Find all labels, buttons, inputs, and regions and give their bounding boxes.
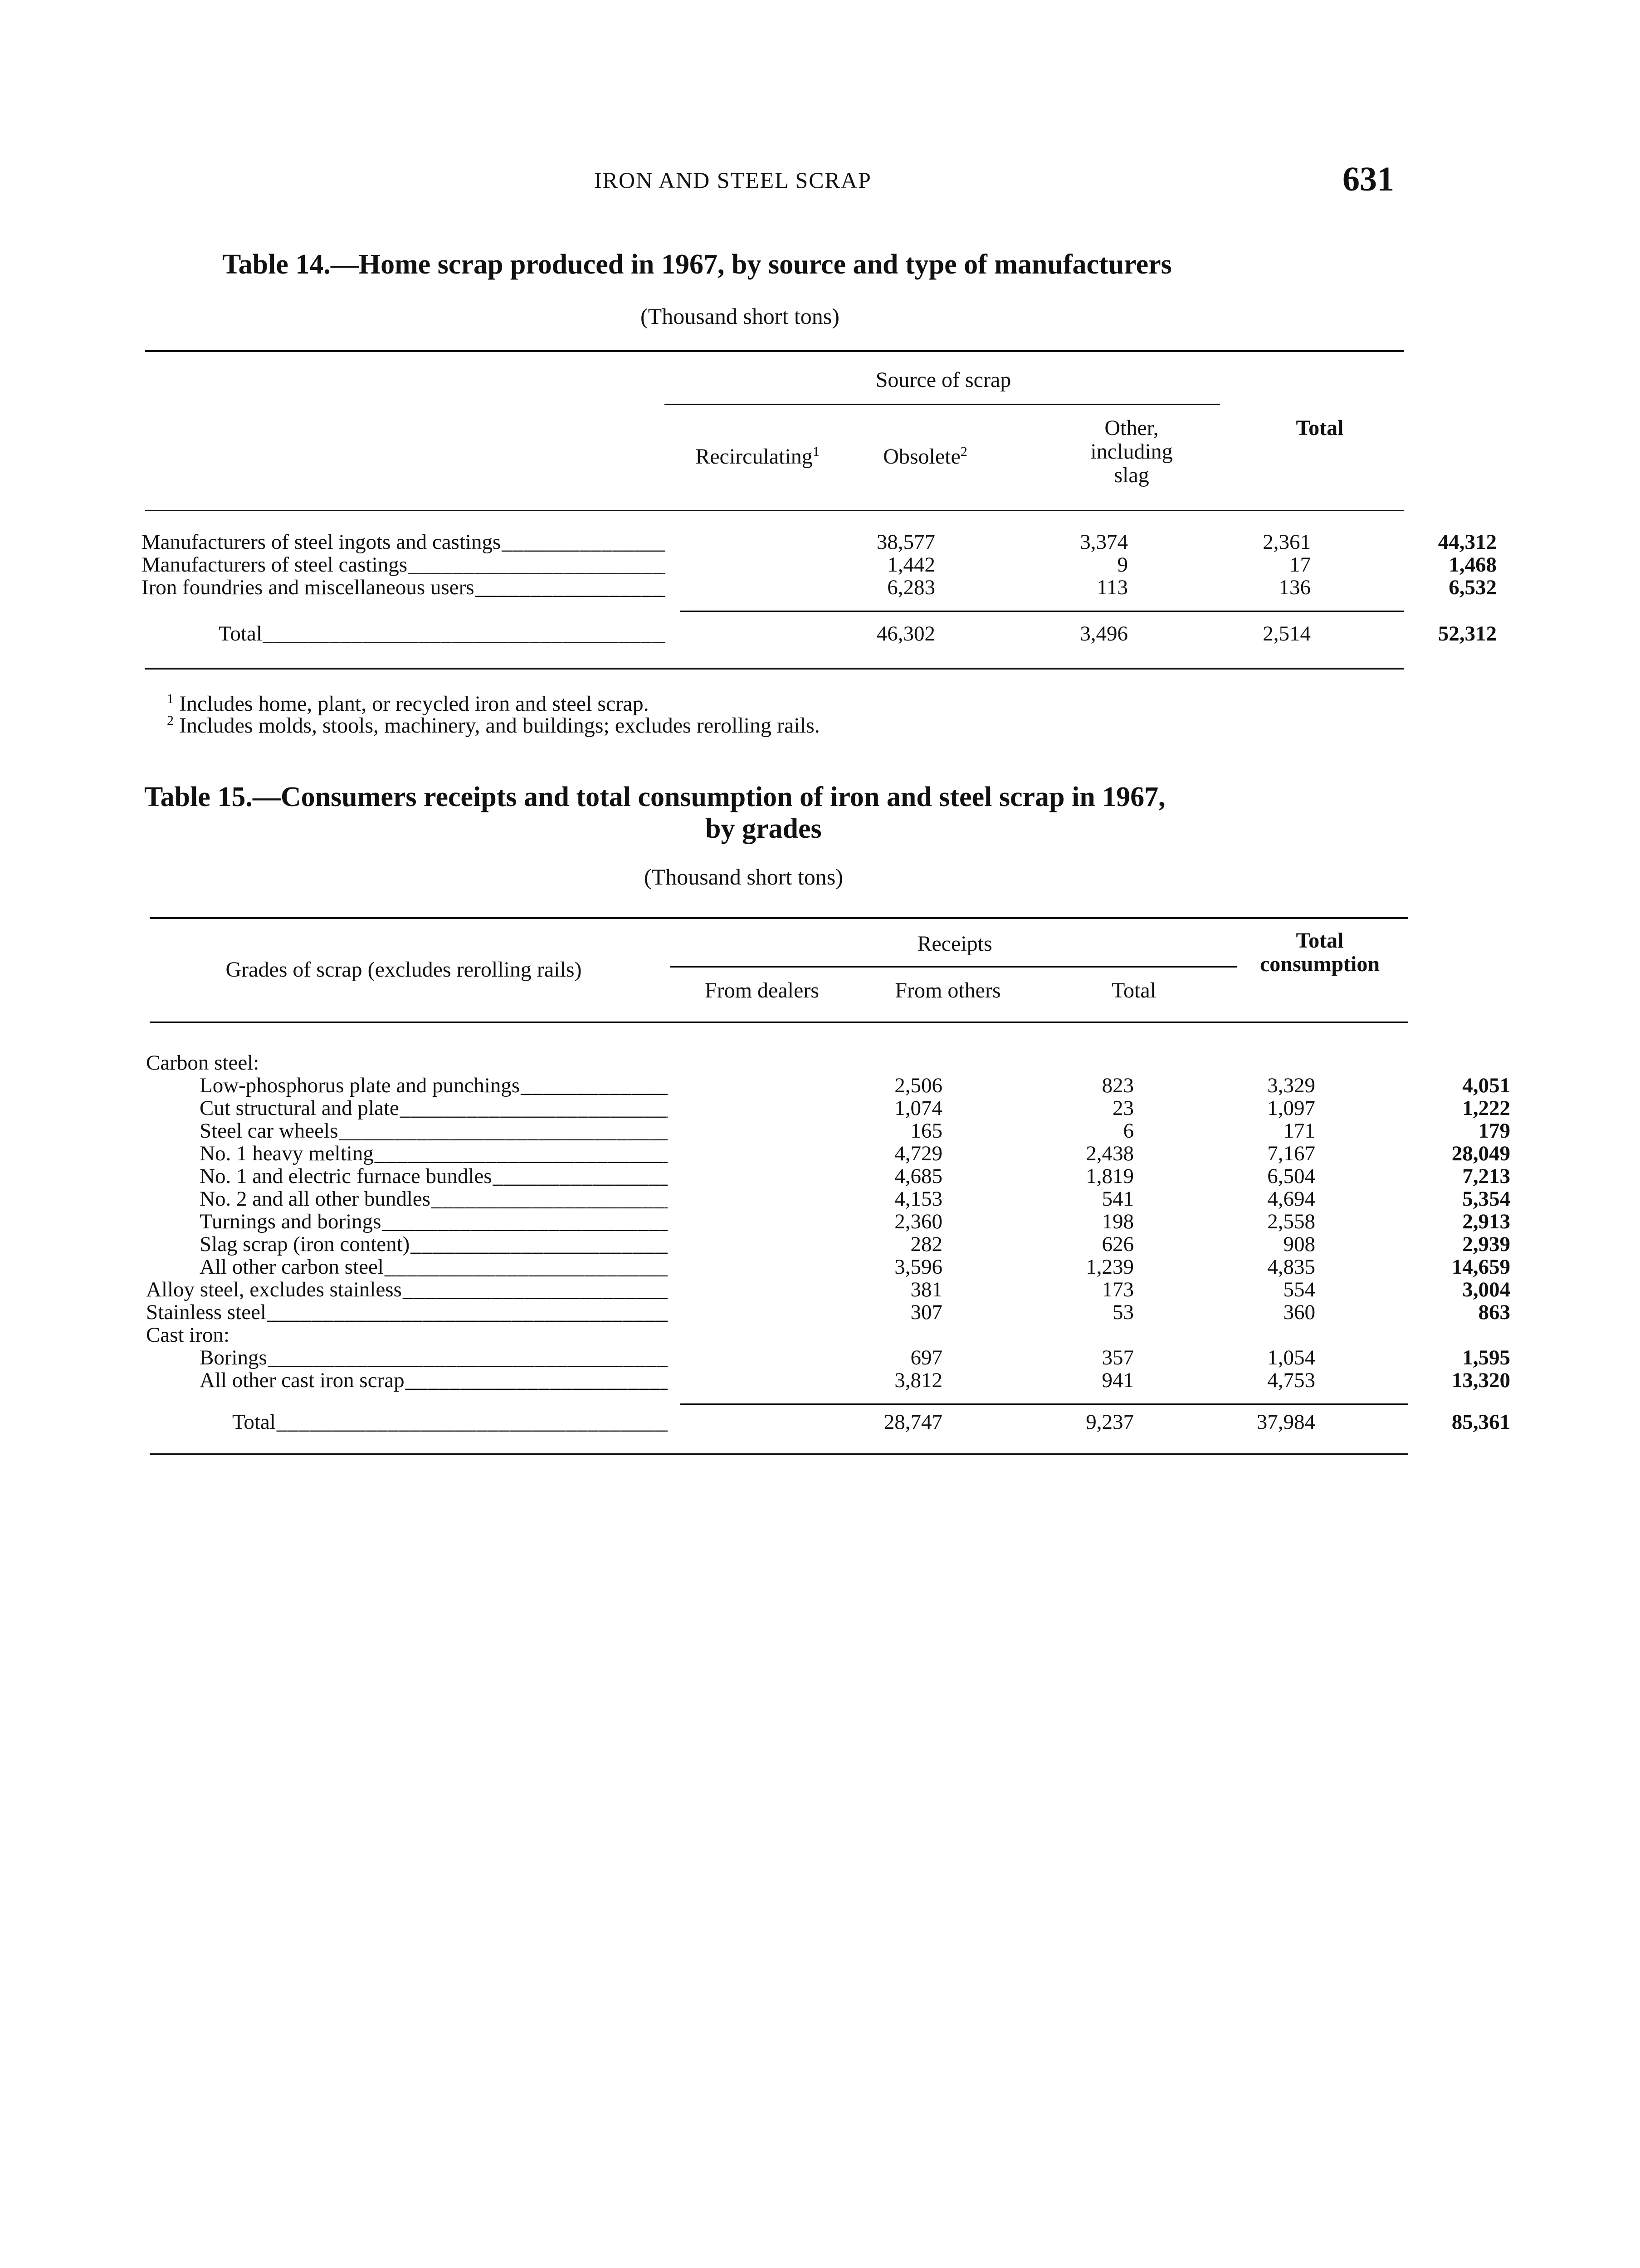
table-row: Alloy steel, excludes stainless _____ 381 173 554 3,004 [146, 1278, 1411, 1301]
table14-footnote-2: $^2$ Includes molds, stools, machinery, and buildings; excludes rerolling rails. [167, 713, 820, 738]
table-row: Low-phosphorus plate and punchings _____ 2,506 823 3,329 4,051 [146, 1074, 1411, 1097]
table-row: Steel car wheels _____ 165 6 171 179 [146, 1119, 1411, 1142]
table-row: Cut structural and plate _____ 1,074 23 1,097 1,222 [146, 1097, 1411, 1119]
running-head: IRON AND STEEL SCRAP [594, 167, 872, 193]
table-row: Slag scrap (iron content) _____ 282 626 908 2,939 [146, 1233, 1411, 1256]
table15-subtotal-rule [680, 1403, 1408, 1405]
table14-col-obsolete: Obsolete$^2$ [883, 444, 967, 469]
page-number: 631 [1342, 160, 1394, 198]
table-row: No. 1 and electric furnace bundles _____ 4,685 1,819 6,504 7,213 [146, 1165, 1411, 1188]
table14-group-rule [664, 404, 1220, 405]
table14-body [142, 530, 1497, 603]
table-row: Stainless steel _____ 307 53 360 863 [146, 1301, 1411, 1324]
table14-subtotal-rule [680, 611, 1404, 612]
table-row: Total _____ 28,747 9,237 37,984 85,361 [146, 1411, 1411, 1433]
table15-units: (Thousand short tons) [644, 864, 843, 890]
table14-col-recirculating: Recirculating$^1$ [695, 444, 820, 469]
table-row: Borings _____ 697 357 1,054 1,595 [146, 1346, 1411, 1369]
table15-bottom-rule [150, 1453, 1408, 1455]
table14-footnote-1: $^1$ Includes home, plant, or recycled iron and steel scrap. [167, 691, 649, 716]
table14-col-total: Total [1296, 416, 1344, 440]
table-row: Iron foundries and miscellaneous users _____ 6,283 113 136 6,532 [142, 576, 1407, 599]
table-row: All other cast iron scrap _____ 3,812 941 4,753 13,320 [146, 1369, 1411, 1392]
table15-col-total-consumption: Total consumption [1259, 929, 1380, 976]
table14-total-row [142, 622, 1497, 645]
table-row: No. 1 heavy melting _____ 4,729 2,438 7,167 28,049 [146, 1142, 1411, 1165]
table15-group-header: Receipts [917, 932, 992, 956]
table15-title-line2: by grades [705, 813, 822, 844]
table-row: Manufacturers of steel ingots and castings _____ 38,577 3,374 2,361 44,312 [142, 531, 1407, 553]
table14-col-other: Other, including slag [1090, 416, 1173, 487]
table15-top-rule [150, 917, 1408, 919]
table15-title-line1: Table 15.—Consumers receipts and total consumption of iron and steel scrap in 1967, [144, 782, 1166, 812]
table14-title: Table 14.—Home scrap produced in 1967, by source and type of manufacturers [222, 249, 1172, 280]
table15-body [146, 1051, 1510, 1401]
table15-stub-header: Grades of scrap (excludes rerolling rails) [225, 958, 582, 982]
table14-units: (Thousand short tons) [640, 303, 840, 329]
table-row: All other carbon steel _____ 3,596 1,239 4,835 14,659 [146, 1256, 1411, 1278]
table15-header-rule [150, 1022, 1408, 1023]
table15-group-rule [670, 966, 1237, 968]
section-heading: Cast iron: [146, 1323, 230, 1347]
table14-bottom-rule [145, 668, 1404, 670]
table-row: Turnings and borings _____ 2,360 198 2,558 2,913 [146, 1210, 1411, 1233]
table15-col-from-dealers: From dealers [705, 978, 819, 1002]
section-heading: Carbon steel: [146, 1051, 259, 1075]
table15-col-from-others: From others [895, 978, 1001, 1002]
table14-group-header: Source of scrap [875, 368, 1011, 392]
table15-col-total: Total [1112, 978, 1156, 1002]
table-row: Manufacturers of steel castings _____ 1,442 9 17 1,468 [142, 553, 1407, 576]
table-row: No. 2 and all other bundles _____ 4,153 541 4,694 5,354 [146, 1188, 1411, 1210]
table14-header-rule [145, 510, 1404, 511]
table15-total-row [146, 1410, 1510, 1434]
table14-top-rule [145, 350, 1404, 352]
table-row: Total _____ 46,302 3,496 2,514 52,312 [142, 622, 1407, 645]
